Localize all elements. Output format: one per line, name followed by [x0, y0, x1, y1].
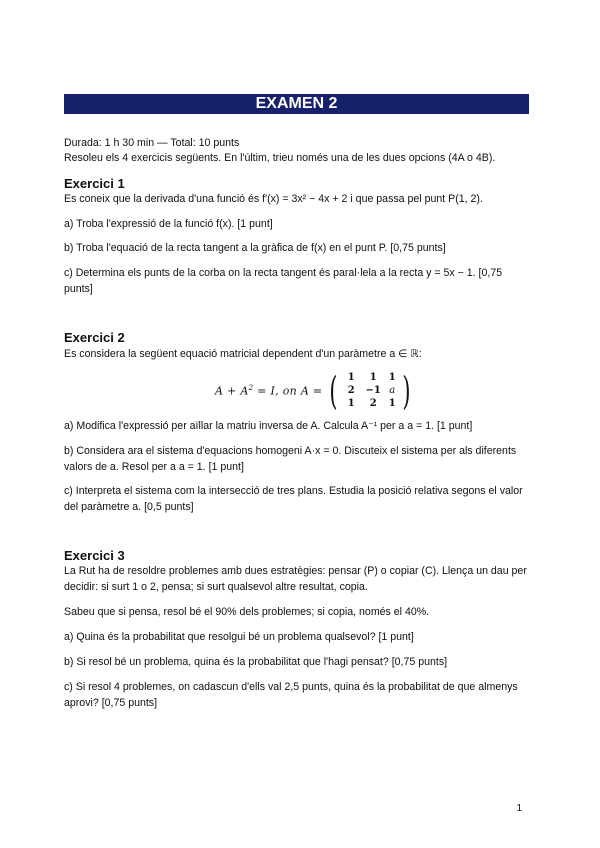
matrix-cell: 1: [388, 398, 396, 409]
right-parenthesis: ): [402, 369, 411, 413]
exercise-2-part-c: c) Interpreta el sistema com la intersecció de tres plans. Estudia la posició relativa segons el valor del paràmetre a. [0,5 punts]: [64, 485, 523, 513]
exercise-3-part-a: a) Quina és la probabilitat que resolgui bé un problema qualsevol? [1 punt]: [64, 631, 414, 643]
exercise-1-part-c: c) Determina els punts de la corba on la recta tangent és paral·lela a la recta y = 5x − 1. [0,75 punts]: [64, 267, 503, 295]
exercise-1-heading: Exercici 1: [64, 176, 125, 191]
matrix-cell: −1: [365, 385, 381, 396]
matrix-cell: 2: [369, 398, 377, 409]
equation-left-side: $A + A^2 = I$, on A =: [215, 384, 323, 398]
exercise-3-part-b: b) Si resol bé un problema, quina és la probabilitat que l'hagi pensat? [0,75 punts]: [64, 656, 448, 668]
exam-instructions: Resoleu els 4 exercicis següents. En l'últim, trieu només una de les dues opcions (4A o 4B).: [64, 152, 496, 164]
exercise-2-part-b: b) Considera ara el sistema d'equacions homogeni A·x = 0. Discuteix el sistema per als diferents valors de a. Resol per a a = 1. [1 punt]: [64, 445, 517, 473]
exercise-3-info: Sabeu que si pensa, resol bé el 90% dels problemes; si copia, només el 40%.: [64, 606, 430, 618]
exercise-1-part-a: a) Troba l'expressió de la funció f(x). [1 punt]: [64, 218, 273, 230]
matrix-cell: a: [389, 385, 396, 396]
matrix-grid: [341, 372, 399, 410]
exercise-3-statement: La Rut ha de resoldre problemes amb dues estratègies: pensar (P) o copiar (C). Llença un dau per decidir: si surt 1 o 2, pensa; si surt qualsevol altre resultat, copia.: [64, 565, 527, 593]
exercise-2-part-a: a) Modifica l'expressió per aïllar la matriu inversa de A. Calcula A⁻¹ per a a = 1. [1 punt]: [64, 420, 473, 432]
page-number: 1: [516, 803, 522, 814]
exam-duration: Durada: 1 h 30 min — Total: 10 punts: [64, 137, 240, 149]
left-parenthesis: (: [329, 369, 338, 413]
exercise-3-part-c: c) Si resol 4 problemes, on cadascun d'ells val 2,5 punts, quina és la probabilitat de que almenys aprovi? [0,75 punts]: [64, 681, 518, 709]
exercise-1-part-b: b) Troba l'equació de la recta tangent a la gràfica de f(x) en el punt P. [0,75 punts]: [64, 242, 446, 254]
matrix-cell: 1: [369, 372, 377, 383]
exercise-1-statement: Es coneix que la derivada d'una funció és f′(x) = 3x² − 4x + 2 i que passa pel punt P(1, 2).: [64, 193, 483, 205]
exercise-3-heading: Exercici 3: [64, 548, 125, 563]
matrix-a: [326, 369, 414, 413]
exercise-2-heading: Exercici 2: [64, 330, 125, 345]
matrix-cell: 1: [347, 372, 355, 383]
matrix-cell: 1: [388, 372, 396, 383]
exercise-2-statement: Es considera la següent equació matricial dependent d'un paràmetre a ∈ ℝ:: [64, 348, 422, 360]
exam-title: EXAMEN 2: [64, 94, 529, 114]
matrix-cell: 2: [347, 385, 355, 396]
matrix-cell: 1: [347, 398, 355, 409]
matrix-equation: [215, 371, 414, 411]
